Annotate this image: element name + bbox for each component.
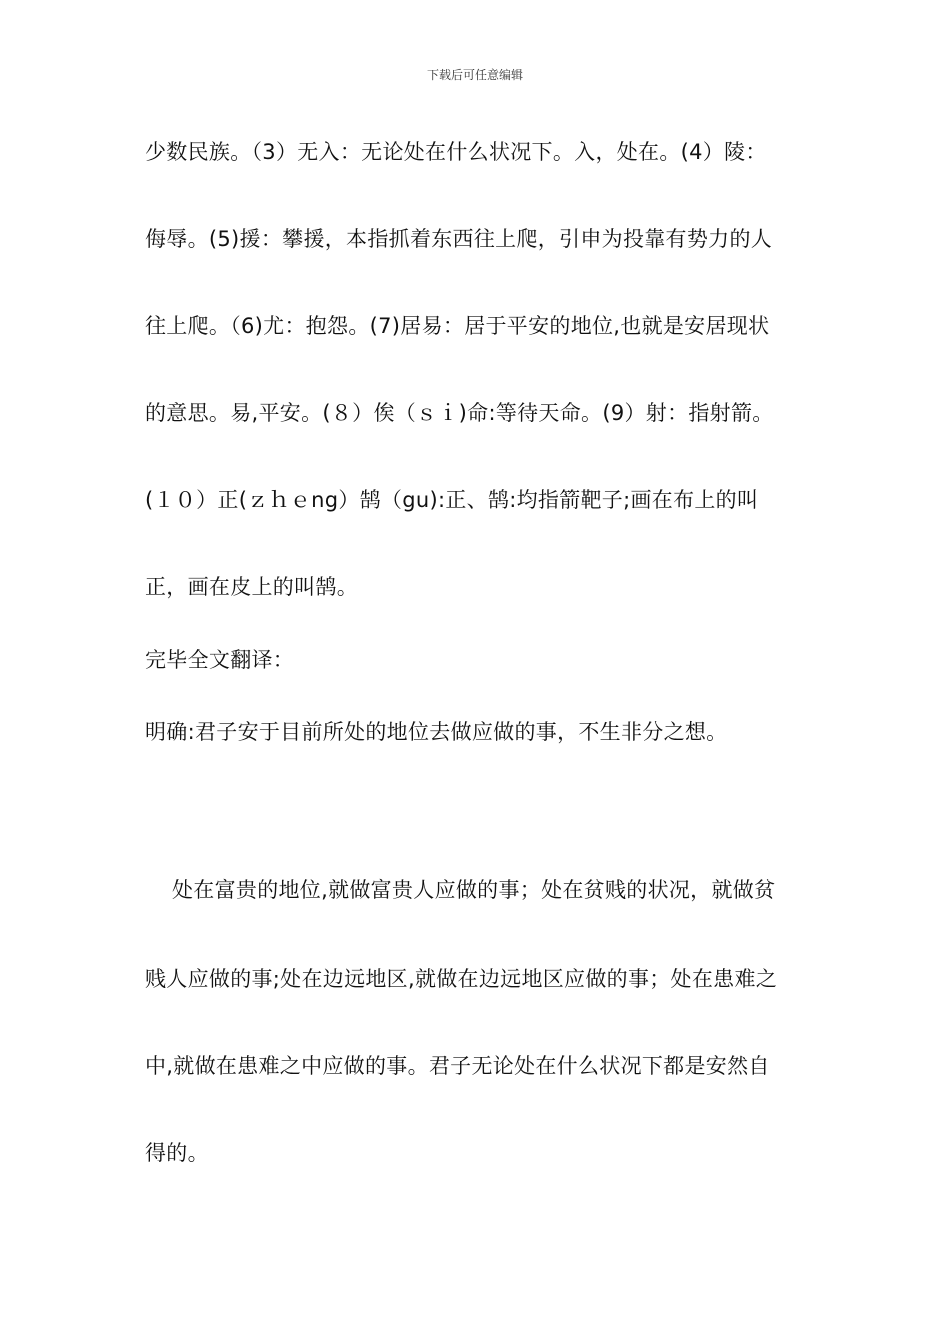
annotation-line: (１０）正(ｚｈｅng）鹄（gu):正、鹄:均指箭靶子;画在布上的叫	[145, 488, 759, 512]
clarify-line: 明确:君子安于目前所处的地位去做应做的事，不生非分之想。	[145, 720, 728, 744]
page-header: 下载后可任意编辑	[426, 68, 523, 82]
translation-line: 贱人应做的事;处在边远地区,就做在边远地区应做的事；处在患难之	[145, 967, 778, 991]
translation-line: 中,就做在患难之中应做的事。君子无论处在什么状况下都是安然自	[145, 1054, 770, 1078]
annotation-line: 的意思。易,平安。(８）俟（ｓｉ)命:等待天命。(9）射：指射箭。	[145, 401, 774, 425]
annotation-line: 侮辱。(5)援：攀援，本指抓着东西往上爬，引申为投靠有势力的人	[145, 227, 773, 251]
translation-line: 处在富贵的地位,就做富贵人应做的事；处在贫贱的状况，就做贫	[172, 878, 776, 902]
section-title: 完毕全文翻译：	[145, 648, 295, 672]
annotation-line: 少数民族。（3）无入：无论处在什么状况下。入，处在。(4）陵：	[145, 140, 767, 164]
translation-line: 得的。	[145, 1141, 209, 1165]
annotation-line: 正，画在皮上的叫鹄。	[145, 575, 358, 599]
annotation-line: 往上爬。（6)尤：抱怨。(7)居易：居于平安的地位,也就是安居现状	[145, 314, 770, 338]
